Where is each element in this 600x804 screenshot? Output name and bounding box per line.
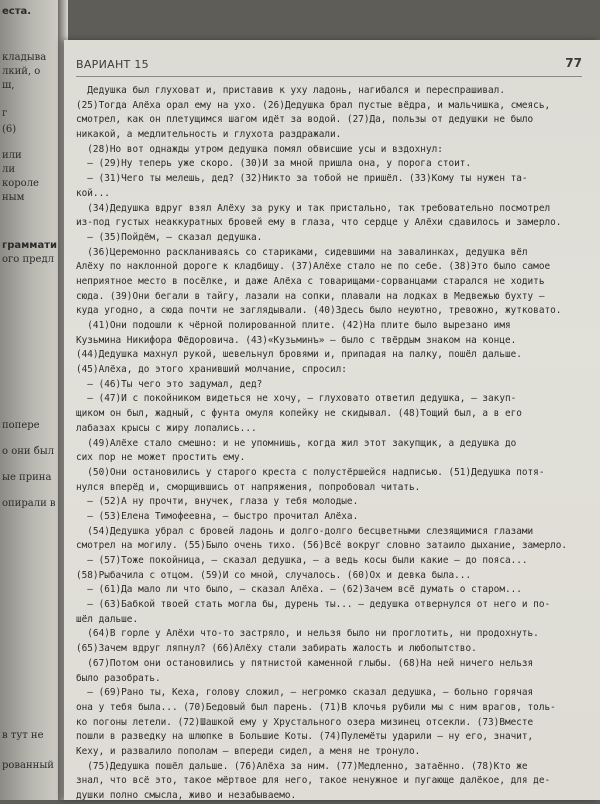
page-number: 77 [565, 56, 582, 70]
text-body [76, 84, 584, 804]
text-line: — (69)Рано ты, Кеха, голову сложил, — негромко сказал дедушка, — больно горячая [76, 687, 534, 699]
text-line: сюда. (39)Они бегали в тайгу, лазали на сопки, плавали на лодках в Медвежью бухту — [76, 290, 545, 302]
text-line: — (61)Да мало ли что было, — сказал Алёха. — (62)Зачем всё думать о старом... [76, 584, 522, 596]
left-page-fragment: кладыва [2, 52, 47, 63]
text-line: кой... [76, 187, 110, 199]
text-line: ко погоны летели. (72)Шашкой ему у Хрустального озера мизинец отсекли. (73)Вместе [76, 716, 534, 728]
left-page-fragment: рованный [2, 760, 54, 771]
left-page-fragment: короле [2, 178, 39, 189]
text-line: — (35)Пойдём, — сказал дедушка. [76, 231, 263, 243]
text-line: (49)Алёхе стало смешно: и не упомнишь, когда жил этот закупщик, а дедушка до [76, 437, 517, 449]
text-line: знал, что всё это, такое мёртвое для него, такое ненужное и пугающе далёкое, для де- [76, 775, 551, 787]
page-header [76, 54, 582, 77]
text-line: шёл дальше. [76, 613, 139, 625]
left-page-fragment: лкий, о [2, 66, 41, 77]
text-line: — (52)А ну прочти, внучек, глаза у тебя молодые. [76, 496, 359, 508]
left-page-fragment: ые прина [2, 472, 52, 483]
left-page-fragment: попере [2, 420, 40, 431]
text-line: лабазах крысы с жиру лопались... [76, 422, 257, 434]
text-line: — (46)Ты чего это задумал, дед? [76, 378, 263, 390]
text-line: было разобрать. [76, 672, 161, 684]
text-line: пошли в разведку на шлюпке в Большие Коты. (74)Пулемёты ударили — ну его, значит, [76, 731, 534, 743]
text-line: — (47)И с покойником видеться не хочу, — глуховато ответил дедушка, — закуп- [76, 393, 517, 405]
text-line: (75)Дедушка пошёл дальше. (76)Алёха за ним. (77)Медленно, затаённо. (78)Кто же [76, 760, 528, 772]
left-page-fragment: еста. [2, 6, 32, 17]
text-line: Дедушка был глуховат и, приставив к уху ладонь, нагибался и переспрашивал. [76, 85, 505, 96]
text-line: смотрел на могилу. (55)Было очень тихо. (56)Всё вокруг словно затаило дыхание, замерло. [76, 540, 568, 552]
variant-label: ВАРИАНТ 15 [76, 58, 149, 71]
text-line: сих пор не может простить ему. [76, 452, 246, 464]
left-page-fragment: опирали в [2, 498, 56, 509]
left-page-fragment: или [2, 150, 22, 161]
text-line: — (57)Тоже покойница, — сказал дедушка, — а ведь косы были какие — до пояса... [76, 555, 528, 566]
text-line: — (63)Бабкой твоей стать могла бы, дурень ты... — дедушка отвернулся от него и по- [76, 599, 551, 611]
text-line: щиком он был, жадный, с фунта омуля копейку не скидывал. (48)Тощий был, а в его [76, 408, 522, 420]
text-line: — (53)Елена Тимофеевна, — быстро прочитал Алёха. [76, 510, 359, 522]
text-line: Алёху по наклонной дороге к кладбищу. (37)Алёхе стало не по себе. (38)Это было самое [76, 261, 551, 273]
text-line: никакой, а медлительность и глухота раздражали. [76, 129, 342, 141]
text-line: (45)Алёха, до этого хранивший молчание, спросил: [76, 364, 347, 376]
text-line: нулся вперёд и, сморщившись от напряжения, попробовал читать. [76, 481, 421, 493]
left-page-fragment: ным [2, 192, 25, 203]
text-line: (54)Дедушка убрал с бровей ладонь и долго-долго бесцветными слезящимися глазами [76, 525, 534, 537]
text-line: смотрел, как он плетущимся шагом идёт за водой. (27)Да, пользы от дедушки не было [76, 114, 534, 126]
text-line: (36)Церемонно раскланиваясь со стариками, сидевшими на завалинках, дедушка вёл [76, 246, 528, 258]
text-line: (50)Они остановились у старого креста с полустёршейся надписью. (51)Дедушка потя- [76, 466, 545, 478]
text-line: (58)Рыбачила с отцом. (59)И со мной, случалось. (60)Ох и девка была... [76, 569, 472, 581]
text-line: куда угодно, а сюда почти не заглядывали. (40)Здесь было неуютно, тревожно, жутковато. [76, 305, 562, 317]
book-page [64, 40, 600, 800]
text-line: (65)Зачем вдруг ляпнул? (66)Алёху стали забирать жалость и любопытство. [76, 643, 477, 655]
text-line: Кузьмина Никифора Фёдоровича. (43)«Кузьминъ» — было с твёрдым знаком на конце. [76, 334, 517, 346]
left-page-fragment: г [2, 108, 8, 119]
left-page-edge [0, 0, 60, 800]
text-line: неприятное место в посёлке, и даже Алёха с товарищами-сорванцами старался не ходить [76, 275, 545, 287]
text-line: (67)Потом они остановились у пятнистой каменной глыбы. (68)На ней ничего нельзя [76, 657, 534, 669]
text-line: (34)Дедушка вдруг взял Алёху за руку и так пристально, так требовательно посмотрел [76, 202, 551, 214]
text-line: — (31)Чего ты мелешь, дед? (32)Никто за тобой не пришёл. (33)Кому ты нужен та- [76, 173, 528, 185]
text-line: из-под густых неаккуратных бровей ему в глаза, что сердце у Алёхи сдавилось и замерло. [76, 217, 562, 229]
text-line: — (29)Ну теперь уже скоро. (30)И за мной пришла она, у порога стоит. [76, 158, 472, 170]
text-line: (25)Тогда Алёха орал ему на ухо. (26)Дедушка брал пустые вёдра, и мальчишка, смеясь, [76, 99, 551, 111]
text-line: (44)Дедушка махнул рукой, шевельнул бровями и, припадая на палку, пошёл дальше. [76, 349, 522, 361]
left-page-fragment: граммати [2, 240, 58, 251]
left-page-fragment: (6) [2, 124, 17, 135]
left-page-fragment: о они был [2, 446, 55, 457]
text-line: душки полно смысла, живо и незабываемо. [76, 790, 297, 801]
text-line: Кеху, и развалило пополам — впереди сидел, а меня не тронуло. [76, 745, 421, 757]
left-page-fragment: ли [2, 164, 16, 175]
text-line: (28)Но вот однажды утром дедушка помял обвисшие усы и вздохнул: [76, 143, 443, 155]
left-page-fragment: ш, [2, 80, 15, 91]
text-line: она у тебя была... (70)Бедовый был парень. (71)В клочья рубили мы с ним врагов, толь- [76, 701, 556, 713]
left-page-fragment: ого предл [2, 254, 54, 265]
left-page-fragment: в тут не [2, 730, 44, 741]
text-line: (41)Они подошли к чёрной полированной плите. (42)На плите было вырезано имя [76, 320, 511, 331]
text-line: (64)В горле у Алёхи что-то застряло, и нельзя было ни проглотить, ни продохнуть. [76, 628, 539, 640]
